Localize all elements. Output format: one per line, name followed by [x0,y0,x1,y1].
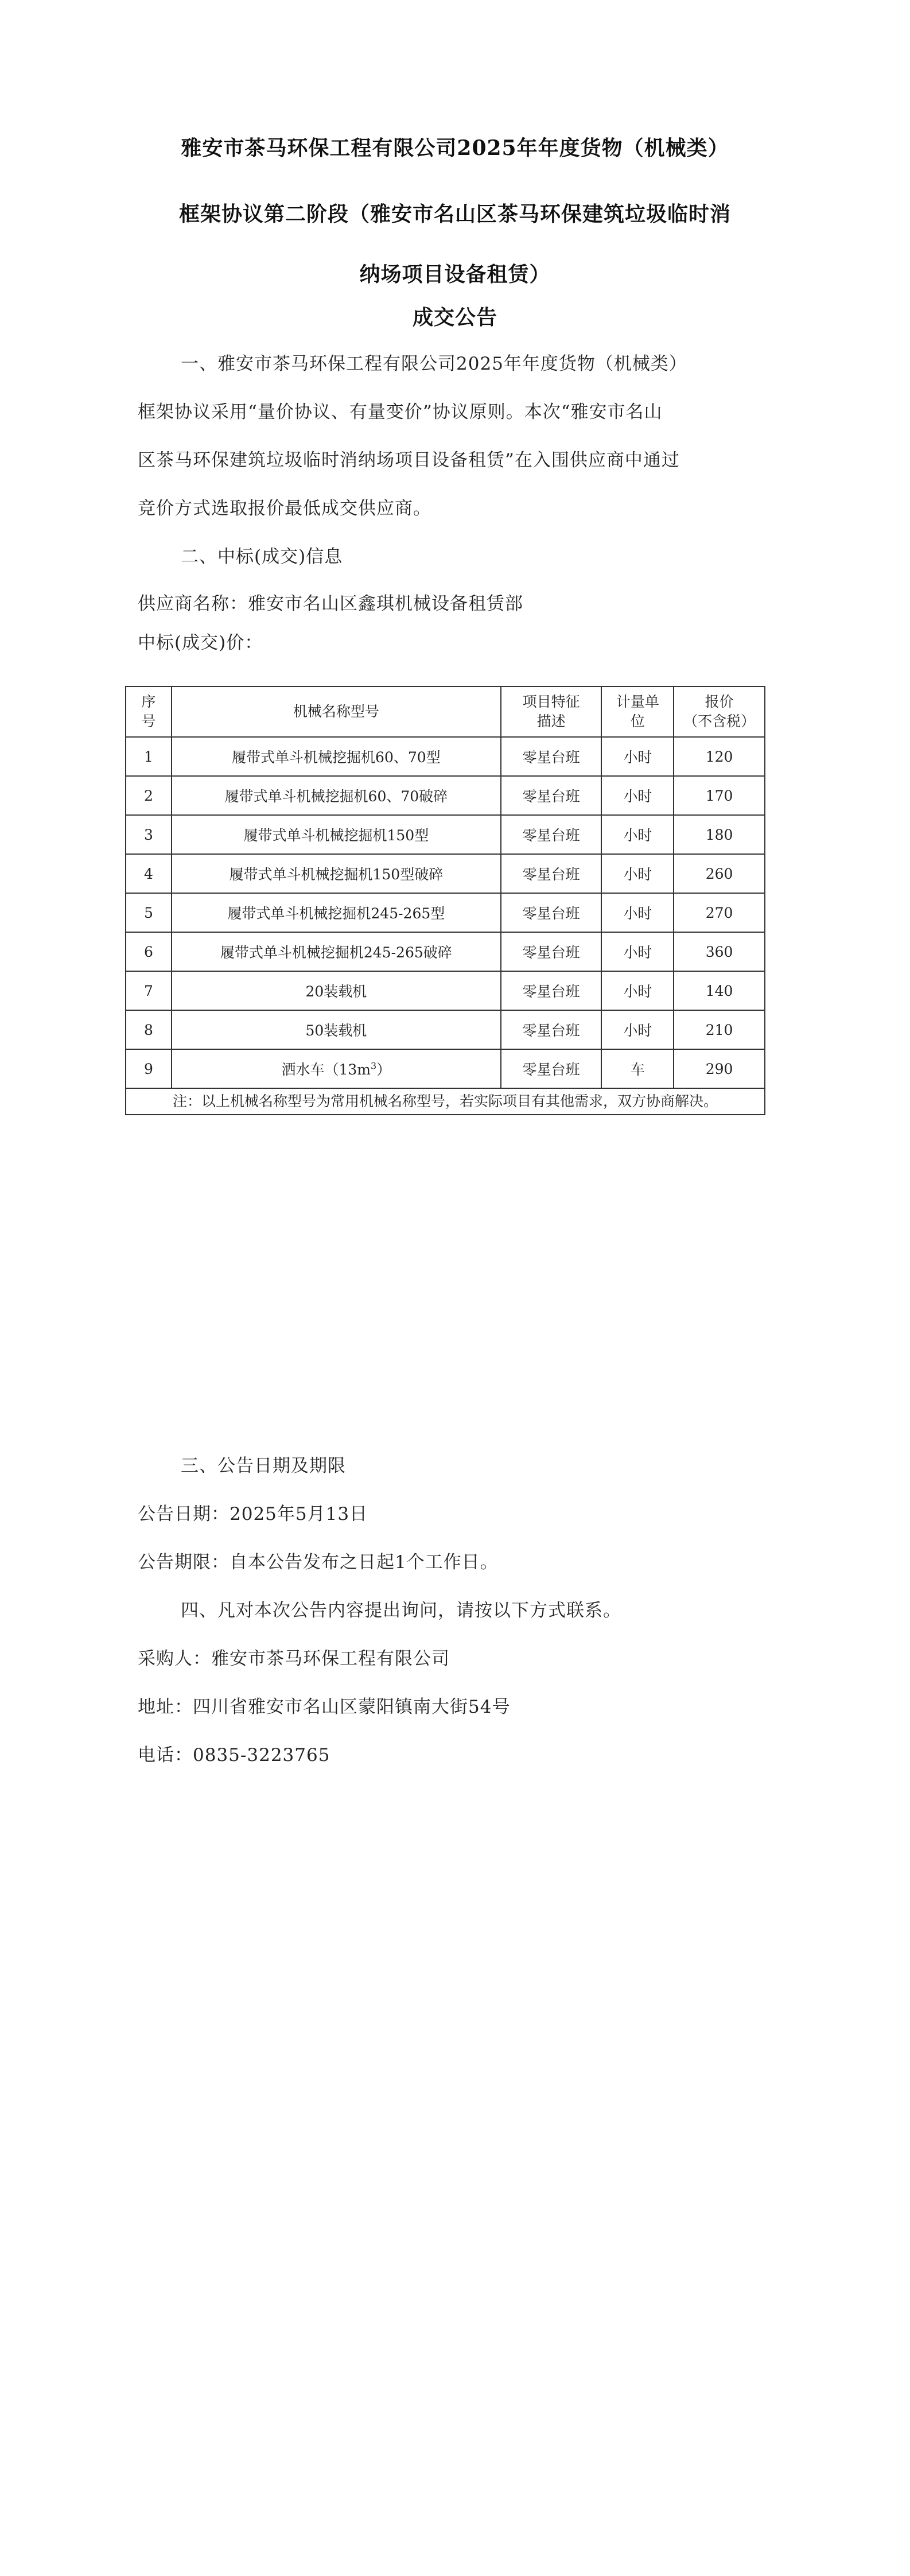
header-feature: 项目特征 描述 [501,686,602,737]
cell-price: 260 [674,854,765,893]
cell-name: 履带式单斗机械挖掘机60、70破碎 [172,776,501,815]
cell-no: 6 [126,932,172,971]
cell-price: 120 [674,737,765,776]
price-label: 中标(成交)价： [138,633,263,653]
cell-name: 50装载机 [172,1010,501,1049]
announcement-period: 公告期限：自本公告发布之日起1个工作日。 [138,1552,499,1573]
section1-line-2: 框架协议采用“量价协议、有量变价”协议原则。本次“雅安市名山 [138,402,663,422]
cell-unit: 小时 [601,893,674,932]
cell-no: 3 [126,815,172,854]
purchaser: 采购人：雅安市茶马环保工程有限公司 [138,1648,450,1669]
table-row [126,1049,765,1088]
header-unit: 计量单 位 [601,686,674,737]
cell-unit: 小时 [601,971,674,1010]
cell-no: 4 [126,854,172,893]
cell-unit: 小时 [601,737,674,776]
cell-feature: 零星台班 [501,893,602,932]
section2-heading: 二、中标(成交)信息 [181,546,343,567]
cell-price: 290 [674,1049,765,1088]
cell-feature: 零星台班 [501,815,602,854]
phone: 电话：0835-3223765 [138,1745,330,1766]
cell-no: 2 [126,776,172,815]
cell-price: 210 [674,1010,765,1049]
cell-no: 1 [126,737,172,776]
section1-line-1: 一、雅安市茶马环保工程有限公司2025年年度货物（机械类） [181,354,687,374]
cell-unit: 小时 [601,1010,674,1049]
table-row [126,776,765,815]
section1-line-3: 区茶马环保建筑垃圾临时消纳场项目设备租赁”在入围供应商中通过 [138,450,680,471]
table-row [126,893,765,932]
supplier-name: 供应商名称：雅安市名山区鑫琪机械设备租赁部 [138,593,523,614]
section4-heading: 四、凡对本次公告内容提出询问，请按以下方式联系。 [181,1600,621,1621]
title-line-1: 雅安市茶马环保工程有限公司2025年年度货物（机械类） [181,136,729,160]
header-no: 序 号 [126,686,172,737]
cell-price: 140 [674,971,765,1010]
cell-price: 270 [674,893,765,932]
title-line-2: 框架协议第二阶段（雅安市名山区茶马环保建筑垃圾临时消 [178,202,731,226]
cell-feature: 零星台班 [501,737,602,776]
announcement-date: 公告日期：2025年5月13日 [138,1504,368,1524]
section1-line-4: 竞价方式选取报价最低成交供应商。 [138,498,431,519]
cell-feature: 零星台班 [501,854,602,893]
cell-no: 7 [126,971,172,1010]
cell-price: 170 [674,776,765,815]
section3-heading: 三、公告日期及期限 [181,1456,346,1476]
title-line-4: 成交公告 [412,305,497,329]
cell-name: 洒水车$(13m^3)$ [172,1049,501,1088]
cell-name: 履带式单斗机械挖掘机150型 [172,815,501,854]
cell-name: 履带式单斗机械挖掘机60、70型 [172,737,501,776]
price-table [125,686,765,1115]
cell-unit: 小时 [601,815,674,854]
title-line-3: 纳场项目设备租赁） [359,262,551,286]
cell-name: 履带式单斗机械挖掘机245-265型 [172,893,501,932]
table-note: 注：以上机械名称型号为常用机械名称型号，若实际项目有其他需求，双方协商解决。 [126,1088,765,1115]
table-row [126,1010,765,1049]
cell-price: 360 [674,932,765,971]
table-row [126,737,765,776]
cell-name: 履带式单斗机械挖掘机245-265破碎 [172,932,501,971]
cell-feature: 零星台班 [501,932,602,971]
cell-unit: 小时 [601,932,674,971]
cell-feature: 零星台班 [501,1049,602,1088]
cell-name: 20装载机 [172,971,501,1010]
table-row [126,815,765,854]
cell-unit: 小时 [601,854,674,893]
table-row [126,932,765,971]
table-header-row [126,686,765,737]
address: 地址：四川省雅安市名山区蒙阳镇南大街54号 [138,1697,511,1717]
cell-feature: 零星台班 [501,1010,602,1049]
cell-unit: 车 [601,1049,674,1088]
table-row [126,971,765,1010]
header-price: 报价 （不含税） [674,686,765,737]
cell-unit: 小时 [601,776,674,815]
table-note-row [126,1088,765,1115]
cell-name: 履带式单斗机械挖掘机150型破碎 [172,854,501,893]
cell-price: 180 [674,815,765,854]
cell-no: 9 [126,1049,172,1088]
header-name: 机械名称型号 [172,686,501,737]
cell-no: 8 [126,1010,172,1049]
table-row [126,854,765,893]
cell-feature: 零星台班 [501,971,602,1010]
cell-no: 5 [126,893,172,932]
cell-feature: 零星台班 [501,776,602,815]
